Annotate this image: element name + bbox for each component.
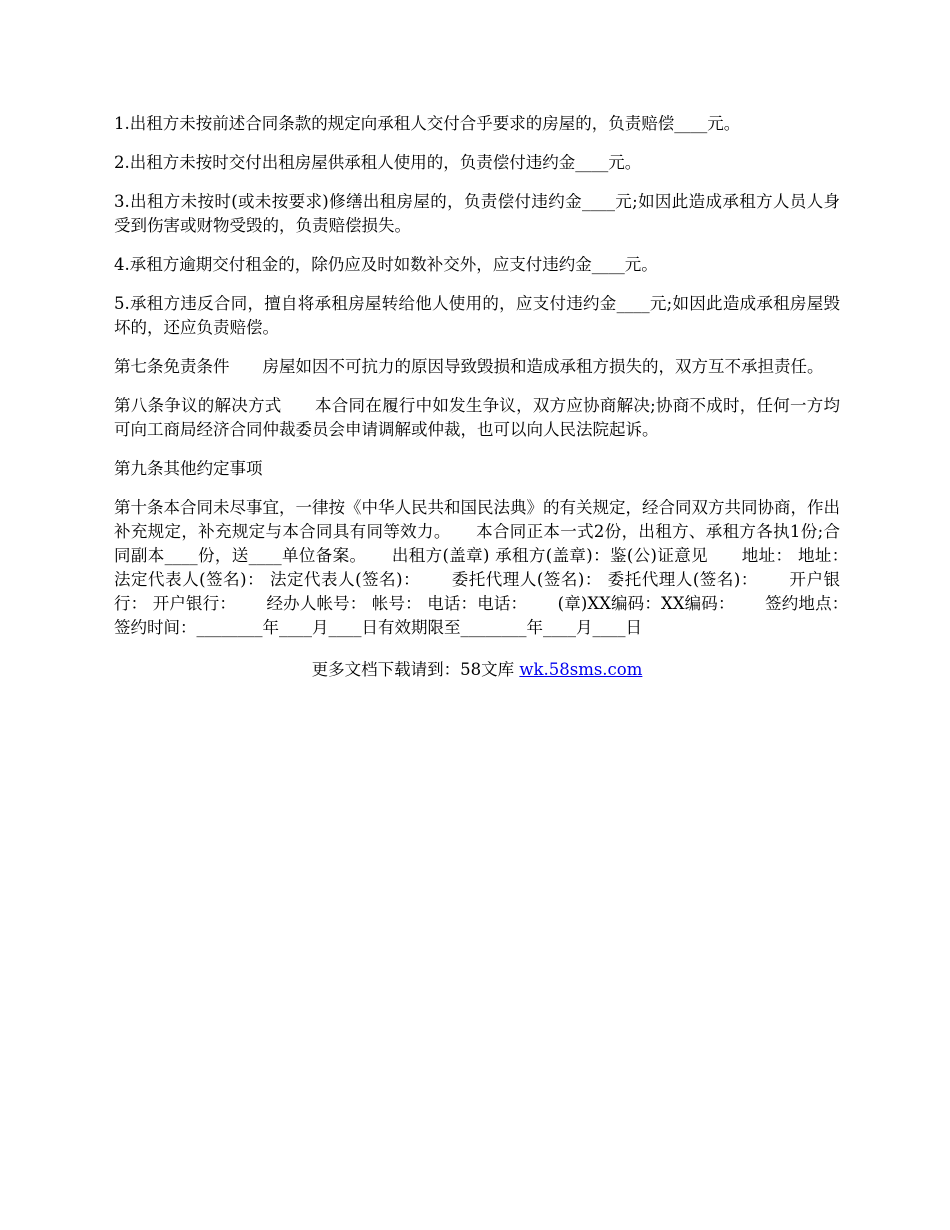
- clause-paragraph-5: 5.承租方违反合同，擅自将承租房屋转给他人使用的，应支付违约金____元;如因此造成承租房屋毁坏的，还应负责赔偿。: [114, 294, 840, 337]
- footer-prefix: 更多文档下载请到：58文库: [311, 660, 520, 679]
- footer-site-link[interactable]: wk.58sms.com: [519, 660, 643, 679]
- article-7-paragraph: 第七条免责条件 房屋如因不可抗力的原因导致毁损和造成承租方损失的，双方互不承担责任。: [114, 357, 824, 376]
- download-footer: [114, 658, 840, 682]
- article-9-paragraph: 第九条其他约定事项: [114, 459, 263, 478]
- article-8-paragraph: 第八条争议的解决方式 本合同在履行中如发生争议，双方应协商解决;协商不成时，任何一方均可向工商局经济合同仲裁委员会申请调解或仲裁，也可以向人民法院起诉。: [114, 396, 840, 439]
- clause-paragraph-1: 1.出租方未按前述合同条款的规定向承租人交付合乎要求的房屋的，负责赔偿____元。: [114, 114, 741, 133]
- document-body: [114, 112, 879, 682]
- clause-paragraph-2: 2.出租方未按时交付出租房屋供承租人使用的，负责偿付违约金____元。: [114, 153, 642, 172]
- article-10-paragraph: 第十条本合同未尽事宜，一律按《中华人民共和国民法典》的有关规定，经合同双方共同协商，作出补充规定，补充规定与本合同具有同等效力。 本合同正本一式2份，出租方、承租方各执1份;合同副本____份，送____单位备案。 出租方(盖章) 承租方(盖章)：鉴(公)证意见 地址： 地址： 法定代表人(签名)： 法定代表人(签名)： 委托代理人(签名)： 委托代理人(签名)： 开户银行： 开户银行： 经办人帐号： 帐号： 电话：电话： (章)XX编码：XX编码： 签约地点： 签约时间：________年____月____日有效期限至________年____月____日: [114, 498, 879, 637]
- clause-paragraph-4: 4.承租方逾期交付租金的，除仍应及时如数补交外，应支付违约金____元。: [114, 255, 658, 274]
- clause-paragraph-3: 3.出租方未按时(或未按要求)修缮出租房屋的，负责偿付违约金____元;如因此造成承租方人员人身受到伤害或财物受毁的，负责赔偿损失。: [114, 192, 840, 235]
